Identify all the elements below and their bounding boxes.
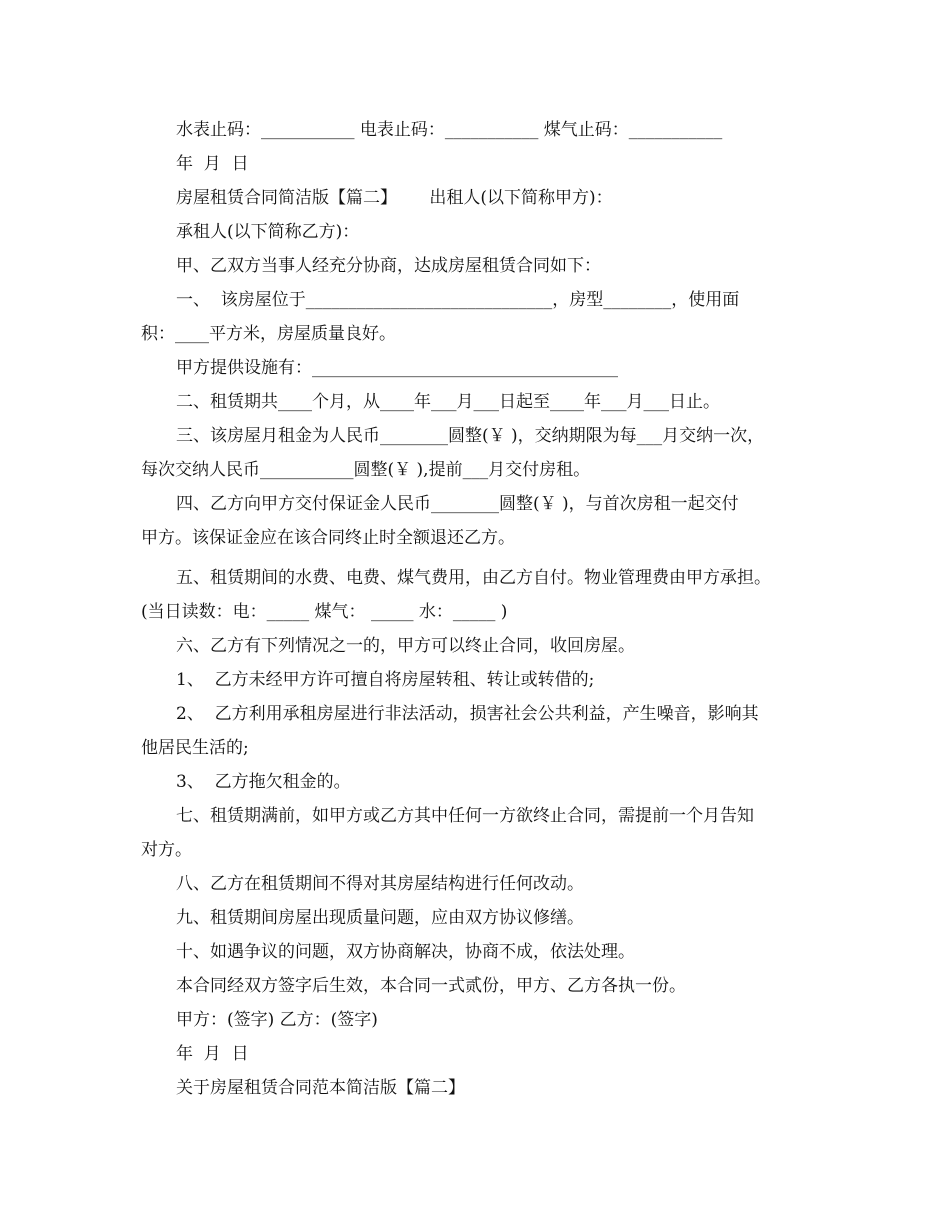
clause-7-continued: 对方。 xyxy=(141,840,192,860)
clause-1: 一、 该房屋位于_____________________________，房型________，使用面 xyxy=(176,290,740,310)
clause-10: 十、如遇争议的问题，双方协商解决，协商不成，依法处理。 xyxy=(176,942,635,962)
clause-6-item-1: 1、 乙方未经甲方许可擅自将房屋转租、转让或转借的; xyxy=(176,670,595,690)
next-section-title: 关于房屋租赁合同范本简洁版【篇二】 xyxy=(176,1078,465,1098)
clause-6-item-3: 3、 乙方拖欠租金的。 xyxy=(176,772,351,792)
clause-3: 三、该房屋月租金为人民币________圆整(￥ )，交纳期限为每___月交纳一次， xyxy=(176,426,765,446)
meter-readings-line: 水表止码：___________ 电表止码：___________ 煤气止码：___________ xyxy=(176,120,723,140)
clause-6-item-2: 2、 乙方利用承租房屋进行非法活动，损害社会公共利益，产生噪音，影响其 xyxy=(176,704,759,724)
clause-7: 七、租赁期满前，如甲方或乙方其中任何一方欲终止合同，需提前一个月告知 xyxy=(176,806,754,826)
clause-9: 九、租赁期间房屋出现质量问题，应由双方协议修缮。 xyxy=(176,908,584,928)
date-line: 年 月 日 xyxy=(176,154,249,174)
clause-3-continued: 每次交纳人民币___________圆整(￥ ),提前___月交付房租。 xyxy=(141,460,591,480)
clause-4: 四、乙方向甲方交付保证金人民币________圆整(￥ )，与首次房租一起交付 xyxy=(176,494,739,514)
section-title-lessor-line: 房屋租赁合同简洁版【篇二】 出租人(以下简称甲方)： xyxy=(176,188,613,208)
agreement-intro: 甲、乙双方当事人经充分协商，达成房屋租赁合同如下： xyxy=(176,256,601,276)
clause-6: 六、乙方有下列情况之一的，甲方可以终止合同，收回房屋。 xyxy=(176,636,635,656)
signature-date-line: 年 月 日 xyxy=(176,1044,249,1064)
clause-8: 八、乙方在租赁期间不得对其房屋结构进行任何改动。 xyxy=(176,874,584,894)
facilities-line: 甲方提供设施有：____________________________________ xyxy=(176,358,618,378)
effectiveness-clause: 本合同经双方签字后生效，本合同一式贰份，甲方、乙方各执一份。 xyxy=(176,976,686,996)
lessee-line: 承租人(以下简称乙方)： xyxy=(176,222,360,242)
signature-line: 甲方：(签字) 乙方：(签字) xyxy=(176,1010,378,1030)
clause-2: 二、租赁期共____个月，从____年___月___日起至____年___月___日止。 xyxy=(176,392,720,412)
clause-1-continued: 积：____平方米，房屋质量良好。 xyxy=(141,324,396,344)
clause-5-readings: (当日读数：电：_____ 煤气： _____ 水：_____ ) xyxy=(141,602,508,622)
clause-5: 五、租赁期间的水费、电费、煤气费用，由乙方自付。物业管理费由甲方承担。 xyxy=(176,568,771,588)
clause-4-continued: 甲方。该保证金应在该合同终止时全额退还乙方。 xyxy=(141,528,515,548)
clause-6-item-2-continued: 他居民生活的; xyxy=(141,738,249,758)
